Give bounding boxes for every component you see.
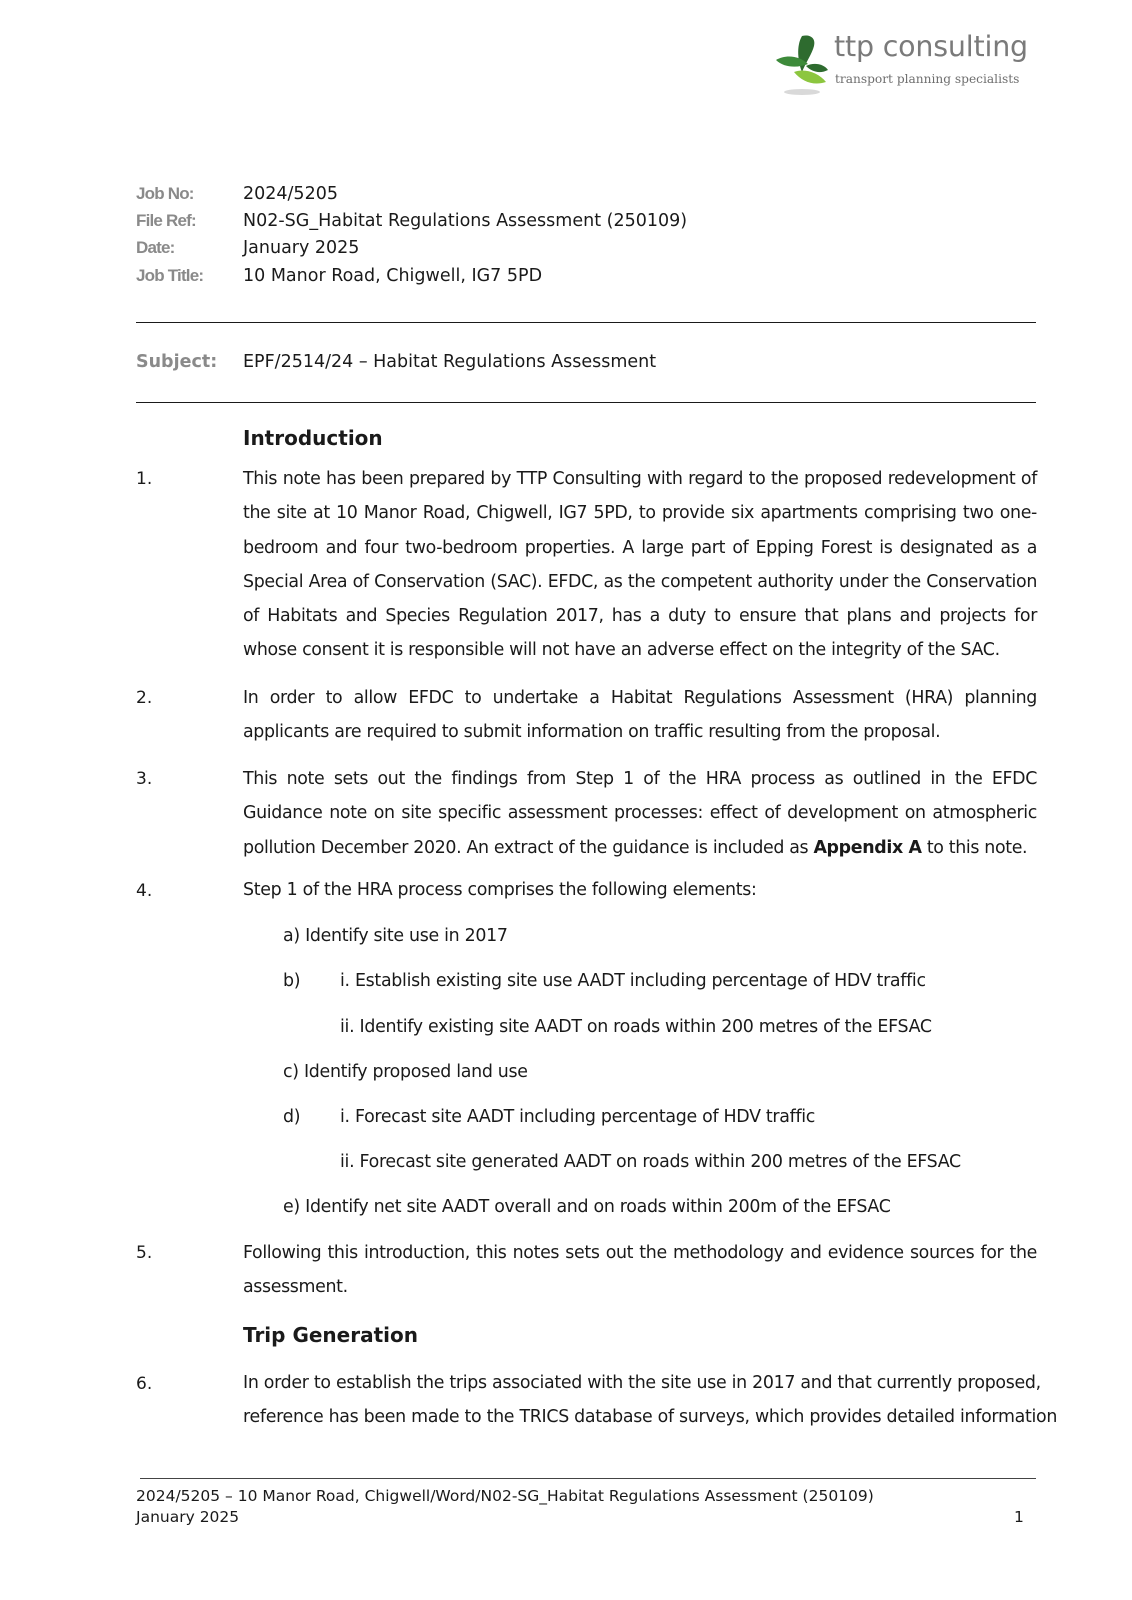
subject-label: Subject: <box>136 352 218 372</box>
page-number: 1 <box>1014 1508 1024 1526</box>
step-b-marker: b) <box>283 971 301 991</box>
subject-value: EPF/2514/24 – Habitat Regulations Assessment <box>243 352 657 372</box>
paragraph-1: This note has been prepared by TTP Consulting with regard to the proposed redevelopment of the site at 10 Manor Road, Chigwell, IG7 5PD, to provide six apartments comprising two one-bedroom and four two-bedroom properties. A large part of Epping Forest is designated as a Special Area of Conservation (SAC). EFDC, as the competent authority under the Conservation of Habitats and Species Regulation 2017, has a duty to ensure that plans and projects for whose consent it is responsible will not have an adverse effect on the integrity of the SAC. <box>243 469 1037 661</box>
step-e: e) Identify net site AADT overall and on roads within 200m of the EFSAC <box>283 1197 891 1217</box>
step-a: a) Identify site use in 2017 <box>283 926 508 946</box>
paragraph-number: 6. <box>136 1374 153 1394</box>
footer-reference: 2024/5205 – 10 Manor Road, Chigwell/Word/N02-SG_Habitat Regulations Assessment (250109) <box>136 1487 874 1505</box>
step-c: c) Identify proposed land use <box>283 1062 528 1082</box>
paragraph-number: 1. <box>136 469 153 489</box>
paragraph-4: Step 1 of the HRA process comprises the following elements: <box>243 880 757 900</box>
subject-divider <box>136 402 1036 403</box>
paragraph-number: 3. <box>136 769 153 789</box>
logo-tagline: transport planning specialists <box>835 72 1020 86</box>
introduction-heading: Introduction <box>243 426 383 450</box>
date-label: Date: <box>136 238 175 257</box>
header-divider <box>136 322 1036 323</box>
paragraph-2: In order to allow EFDC to undertake a Habitat Regulations Assessment (HRA) planning applicants are required to submit information on traffic resulting from the proposal. <box>243 688 1037 743</box>
footer-date: January 2025 <box>136 1508 240 1526</box>
paragraph-5: Following this introduction, this notes sets out the methodology and evidence sources for the assessment. <box>243 1243 1037 1298</box>
step-b-i: i. Establish existing site use AADT including percentage of HDV traffic <box>340 971 926 991</box>
paragraph-number: 2. <box>136 688 153 708</box>
job-no-value: 2024/5205 <box>243 184 338 204</box>
job-no-label: Job No: <box>136 184 194 203</box>
footer-divider <box>140 1478 1036 1479</box>
step-d-marker: d) <box>283 1107 301 1127</box>
paragraph-number: 5. <box>136 1243 153 1263</box>
appendix-a-reference: Appendix A <box>813 837 922 858</box>
step-d-i: i. Forecast site AADT including percentage of HDV traffic <box>340 1107 816 1127</box>
trip-generation-heading: Trip Generation <box>243 1323 418 1347</box>
paragraph-3-text-end: to this note. <box>921 837 1028 858</box>
company-logo <box>772 30 1042 102</box>
file-ref-value: N02-SG_Habitat Regulations Assessment (250109) <box>243 211 688 231</box>
job-title-label: Job Title: <box>136 266 204 285</box>
date-value: January 2025 <box>243 238 360 258</box>
file-ref-label: File Ref: <box>136 211 196 230</box>
paragraph-3-text: This note sets out the findings from Step 1 of the HRA process as outlined in the EFDC Guidance note on site specific assessment processes: effect of development on atmospheric pollution December 2020. An extract of the guidance is included as <box>243 769 1037 858</box>
step-d-ii: ii. Forecast site generated AADT on roads within 200 metres of the EFSAC <box>340 1152 961 1172</box>
paragraph-6-line-1: In order to establish the trips associated with the site use in 2017 and that currently proposed, <box>243 1373 1041 1393</box>
job-title-value: 10 Manor Road, Chigwell, IG7 5PD <box>243 266 543 286</box>
ttp-leaf-logo-icon <box>772 32 830 98</box>
logo-company-name: ttp consulting <box>834 30 1028 63</box>
step-b-ii: ii. Identify existing site AADT on roads within 200 metres of the EFSAC <box>340 1017 932 1037</box>
paragraph-6-line-2: reference has been made to the TRICS database of surveys, which provides detailed information <box>243 1407 1058 1427</box>
paragraph-3 <box>243 762 1037 865</box>
paragraph-number: 4. <box>136 881 153 901</box>
